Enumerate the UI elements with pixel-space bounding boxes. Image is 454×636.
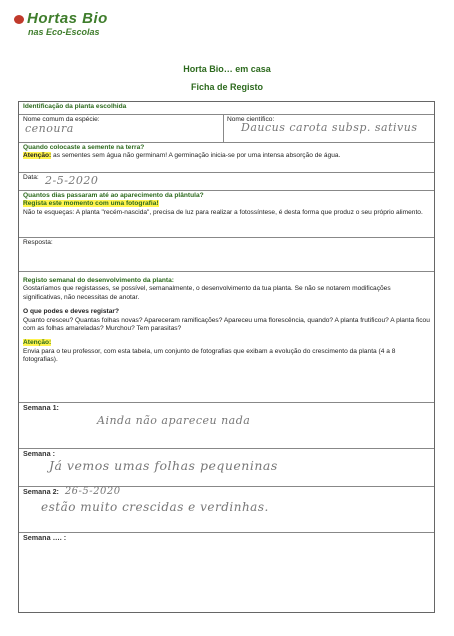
week-label: Semana : (23, 449, 55, 458)
week-label: Semana 2: (23, 487, 59, 496)
common-name-value[interactable]: cenoura (25, 122, 74, 135)
date-label: Data: (23, 174, 39, 181)
planting-question-row (19, 142, 434, 172)
weekly-instructions (19, 271, 434, 402)
logo-subtitle: nas Eco-Escolas (28, 27, 100, 37)
days-question: Quantos dias passaram até ao aparecimento da plântula? (23, 192, 204, 199)
days-question-row (19, 190, 434, 237)
week-label: Semana 1: (23, 403, 59, 412)
section-identification: Identificação da planta escolhida (23, 103, 127, 110)
week-row-3 (19, 486, 434, 532)
date-value[interactable]: 2-5-2020 (45, 174, 99, 187)
what-label: O que podes e deves registar? (23, 308, 120, 316)
weekly-title: Registo semanal do desenvolvimento da planta: (23, 277, 174, 284)
week-value[interactable]: estão muito crescidas e verdinhas. (41, 500, 269, 514)
week-label: Semana …. : (23, 533, 67, 542)
attention-text: as sementes sem água não germinam! A germinação inicia-se por uma intensa absorção de água. (51, 152, 341, 160)
registration-form (18, 101, 435, 613)
weekly-text: Gostaríamos que registasses, se possível, semanalmente, o desenvolvimento da tua planta. Se não se notarem modificações significativas, não necessitas de anotar. (23, 285, 391, 301)
scientific-name-label: Nome científico: (227, 116, 275, 123)
date-row (19, 172, 434, 190)
name-row (19, 114, 434, 142)
logo-title: Hortas Bio (27, 10, 108, 27)
week-row-2 (19, 448, 434, 486)
page-subtitle: Ficha de Registo (190, 82, 263, 92)
week-date[interactable]: 26-5-2020 (64, 486, 121, 497)
week-row-1 (19, 402, 434, 448)
page-title: Horta Bio… em casa (183, 64, 271, 74)
answer-row (19, 237, 434, 271)
column-divider (223, 115, 224, 142)
photo-note: Regista este momento com uma fotografia! (23, 200, 159, 208)
what-text: Quanto cresceu? Quantas folhas novas? Apareceram ramificações? Apareceu uma florescência, quando? A planta frutificou? A planta ficou com as folhas amareladas? Murchou? Tem parasitas? (23, 316, 430, 333)
attention2-text: Envia para o teu professor, com esta tabela, um conjunto de fotografias que exibam a evolução do crescimento da planta (4 a 8 fotografias). (23, 347, 396, 364)
planting-question: Quando colocaste a semente na terra? (23, 144, 145, 151)
week-row-4 (19, 532, 434, 614)
attention2-label: Atenção: (23, 339, 52, 347)
forget-note: Não te esqueças: A planta "recém-nascida", precisa de luz para realizar a fotossíntese, é desta forma que produz o seu próprio alimento. (23, 208, 423, 216)
week-value[interactable]: Já vemos umas folhas pequeninas (49, 458, 278, 473)
attention-label: Atenção: (23, 152, 52, 160)
week-value[interactable]: Ainda não apareceu nada (97, 414, 251, 427)
ladybug-icon (14, 15, 24, 24)
logo (14, 10, 108, 37)
common-name-label: Nome comum da espécie: (23, 116, 100, 123)
scientific-name-value[interactable]: Daucus carota subsp. sativus (241, 121, 418, 134)
answer-label: Resposta: (23, 239, 53, 246)
